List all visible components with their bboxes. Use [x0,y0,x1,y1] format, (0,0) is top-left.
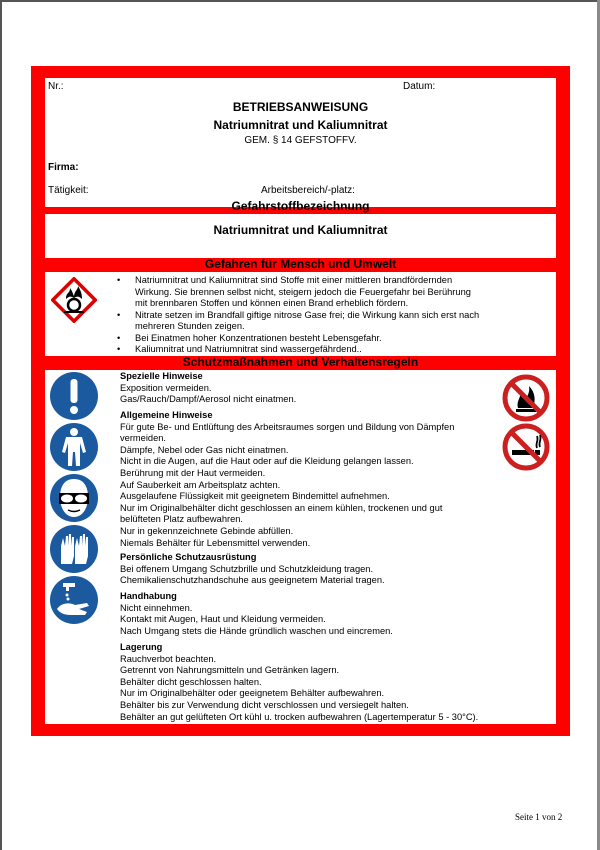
substance-panel [45,214,556,258]
wash-hands-icon [49,575,99,625]
section-title: Handhabung [120,591,177,601]
section-handhabung [120,591,510,637]
hazards-panel [45,272,556,356]
section-title: Allgemeine Hinweise [120,410,213,420]
section-line: belüfteten Platz aufbewahren. [120,514,244,525]
section-line: Gas/Rauch/Dampf/Aerosol nicht einatmen. [120,394,297,405]
section-spezielle-hinweise [120,371,510,406]
law-reference: GEM. § 14 GEFSTOFFV. [244,135,357,146]
section-line: Behälter an gut gelüfteten Ort kühl u. trocken aufbewahren (Lagertemperatur 5 - 30°C). [120,711,479,722]
section-line: Rauchverbot beachten. [120,653,217,664]
nr-label: Nr.: [48,81,64,92]
protection-panel [45,370,556,724]
section-line: Nach Umgang stets die Hände gründlich waschen und eincremen. [120,625,393,636]
page-number: Seite 1 von 2 [515,812,563,822]
section-line: Exposition vermeiden. [120,382,212,393]
substance-name: Natriumnitrat und Kaliumnitrat [213,223,388,237]
section-heading-gefahrstoff: Gefahrstoffbezeichnung [231,199,370,213]
hazard-item: • Nitrate setzen im Brandfall giftige nitrose Gase frei; die Wirkung kann sich erst nach mehreren Stunden zeigen. [117,310,479,333]
section-heading-schutz: Schutzmaßnahmen und Verhaltensregeln [182,355,419,369]
protective-clothing-icon [49,422,99,472]
section-title: Spezielle Hinweise [120,371,203,381]
hazard-item: • Kaliumnitrat und Natriumnitrat sind wassergefährdend.. [117,344,479,356]
section-line: Getrennt von Nahrungsmitteln und Getränken lagern. [120,665,340,676]
section-title: Persönliche Schutzausrüstung [120,552,257,562]
page-title: BETRIEBSANWEISUNG [232,100,369,114]
page-edge [0,0,600,2]
hazard-item: • Bei Einatmen hoher Konzentrationen besteht Lebensgefahr. [117,333,479,345]
section-schutzausruestung [120,552,510,587]
section-line: Nur im Originalbehälter dicht geschlossen an einem kühlen, trockenen und gut [120,502,443,513]
datum-label: Datum: [403,81,436,92]
section-line: Nur in gekennzeichnete Gebinde abfüllen. [120,525,294,536]
section-line: Behälter bis zur Verwendung dicht verschlossen und versiegelt halten. [120,699,409,710]
ghs03-oxidizing-flame-icon [51,277,97,323]
general-mandatory-icon [49,371,99,421]
section-lagerung [120,642,510,723]
safety-goggles-icon [49,473,99,523]
section-line: Dämpfe, Nebel oder Gas nicht einatmen. [120,444,289,455]
section-line: Kontakt mit Augen, Haut und Kleidung vermeiden. [120,614,326,625]
hazard-item: • Natriumnitrat und Kaliumnitrat sind Stoffe mit einer mittleren brandfördernden Wirkung. Sie brennen selbst nicht, steigern jedoch die Feuergefahr bei Berührung mit brennbaren Stoffen und können einen Brand erheblich fördern. [117,275,479,310]
section-line: Niemals Behälter für Lebensmittel verwenden. [120,537,311,548]
section-line: Behälter dicht geschlossen halten. [120,676,262,687]
section-line: Chemikalienschutzhandschuhe aus geeignetem Material tragen. [120,575,385,586]
section-allgemeine-hinweise [120,410,510,549]
section-line: Berührung mit der Haut vermeiden. [120,467,266,478]
section-line: Ausgelaufene Flüssigkeit mit geeignetem Bindemittel aufnehmen. [120,491,390,502]
firma-label: Firma: [48,162,79,173]
page-edge [0,0,2,850]
section-line: vermeiden. [120,433,166,444]
section-line: Auf Sauberkeit am Arbeitsplatz achten. [120,479,281,490]
hazard-list [117,275,479,356]
section-title: Lagerung [120,642,163,652]
section-line: Nicht einnehmen. [120,602,193,613]
taetigkeit-label: Tätigkeit: [48,185,89,196]
section-line: Bei offenem Umgang Schutzbrille und Schutzkleidung tragen. [120,563,374,574]
section-heading-gefahren: Gefahren für Mensch und Umwelt [204,257,397,271]
operating-instructions-frame [31,66,570,736]
protective-gloves-icon [49,524,99,574]
section-line: Nicht in die Augen, auf die Haut oder auf die Kleidung gelangen lassen. [120,456,414,467]
page-subtitle: Natriumnitrat und Kaliumnitrat [213,118,388,132]
header-panel [45,78,556,207]
section-line: Für gute Be- und Entlüftung des Arbeitsraumes sorgen und Bildung von Dämpfen [120,421,455,432]
section-line: Nur im Originalbehälter oder geeignetem Behälter aufbewahren. [120,688,385,699]
arbeitsbereich-label: Arbeitsbereich/-platz: [261,185,355,196]
